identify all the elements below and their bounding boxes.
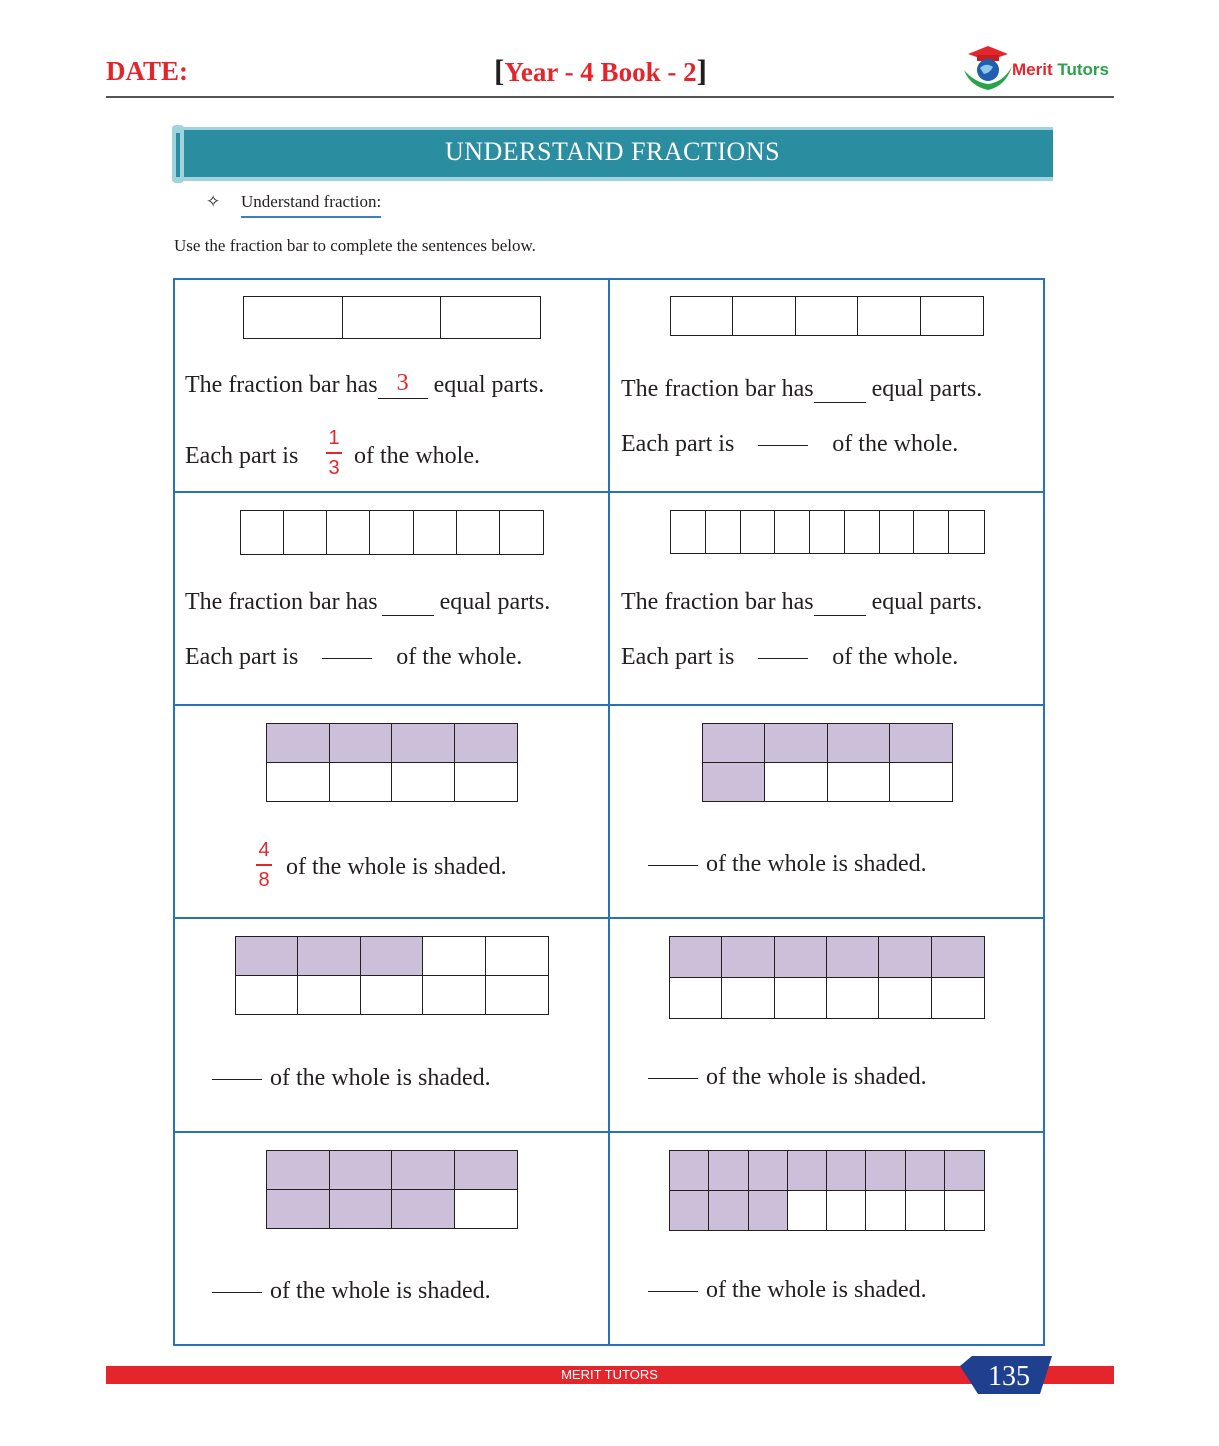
book-title-text: Year - 4 Book - 2 [504, 57, 697, 87]
unshaded-part [775, 511, 810, 553]
sentence-shaded [212, 1065, 491, 1092]
shaded-part [670, 1191, 709, 1231]
unshaded-part [486, 937, 548, 976]
sentence-shaded [648, 1277, 927, 1304]
unshaded-part [241, 511, 284, 554]
instruction: Use the fraction bar to complete the sentences below. [174, 236, 536, 255]
equal-parts-text: equal parts. [439, 589, 551, 615]
shaded-part [455, 1151, 518, 1190]
sentence-equal-parts [185, 372, 544, 399]
merit-tutors-logo [960, 40, 1120, 96]
answer-numerator: 4 [258, 839, 270, 861]
grid-divider-row4 [173, 1131, 1045, 1133]
shaded-part [709, 1191, 748, 1231]
unshaded-part [858, 297, 920, 335]
unshaded-part [932, 978, 984, 1019]
whole-shaded-text: of the whole is shaded. [270, 1278, 491, 1304]
shaded-part [392, 1190, 455, 1229]
shaded-part [670, 1151, 709, 1191]
unshaded-part [722, 978, 774, 1019]
fraction-bar-ninths [670, 510, 985, 554]
shaded-grid [669, 936, 985, 1019]
sentence-shaded [648, 851, 927, 878]
unshaded-part [267, 763, 330, 802]
unshaded-part [788, 1191, 827, 1231]
shaded-part [788, 1151, 827, 1191]
shaded-part [827, 1151, 866, 1191]
unshaded-part [486, 976, 548, 1015]
unshaded-part [423, 937, 485, 976]
section-title: UNDERSTAND FRACTIONS [444, 137, 781, 166]
unshaded-part [370, 511, 413, 554]
shaded-part [267, 724, 330, 763]
grid-divider-vertical [608, 278, 610, 1346]
unshaded-part [441, 297, 540, 338]
equal-parts-text: equal parts. [871, 376, 983, 402]
logo-text [1012, 60, 1109, 80]
shaded-part [298, 937, 360, 976]
of-the-whole-text: of the whole. [832, 431, 959, 457]
shaded-part [775, 937, 827, 978]
page-number: 135 [988, 1361, 1030, 1392]
unshaded-part [921, 297, 983, 335]
shaded-part [827, 937, 879, 978]
shaded-part [828, 724, 890, 763]
bar-has-text: The fraction bar has [185, 372, 378, 398]
bar-has-text: The fraction bar has [621, 589, 814, 615]
whole-shaded-text: of the whole is shaded. [706, 851, 927, 877]
sentence-equal-parts [185, 589, 550, 616]
unshaded-part [500, 511, 543, 554]
shaded-part [703, 724, 765, 763]
sentence-each-part [621, 431, 958, 458]
answer-fraction [326, 428, 342, 478]
shaded-part [890, 724, 952, 763]
unshaded-part [455, 1190, 518, 1229]
each-part-is-text: Each part is [621, 431, 735, 457]
unshaded-part [828, 763, 890, 802]
unshaded-part [741, 511, 776, 553]
unshaded-part [796, 297, 858, 335]
unshaded-part [866, 1191, 905, 1231]
sentence-shaded [648, 1064, 927, 1091]
unshaded-part [827, 1191, 866, 1231]
unshaded-part [765, 763, 827, 802]
answer-parts: 3 [396, 370, 409, 396]
sentence-shaded [212, 1278, 491, 1305]
unshaded-part [906, 1191, 945, 1231]
unshaded-part [671, 297, 733, 335]
shaded-part [330, 1151, 393, 1190]
shaded-part [906, 1151, 945, 1191]
shaded-part [932, 937, 984, 978]
grid-divider-row3 [173, 917, 1045, 919]
shaded-part [749, 1151, 788, 1191]
unshaded-part [949, 511, 984, 553]
whole-shaded-text: of the whole is shaded. [706, 1277, 927, 1303]
shaded-part [455, 724, 518, 763]
bracket-close: ] [696, 53, 707, 88]
unshaded-part [775, 978, 827, 1019]
answer-fraction [256, 840, 272, 890]
shaded-part [765, 724, 827, 763]
each-part-is-text: Each part is [185, 644, 299, 670]
unshaded-part [670, 978, 722, 1019]
shaded-part [236, 937, 298, 976]
shaded-part [670, 937, 722, 978]
shaded-part [330, 1190, 393, 1229]
whole-shaded-text: of the whole is shaded. [270, 1065, 491, 1091]
shaded-grid [266, 723, 518, 802]
shaded-part [866, 1151, 905, 1191]
shaded-part [879, 937, 931, 978]
unshaded-part [414, 511, 457, 554]
unshaded-part [457, 511, 500, 554]
fraction-bar-fifths [670, 296, 984, 336]
unshaded-part [423, 976, 485, 1015]
unshaded-part [284, 511, 327, 554]
book-title [494, 53, 707, 89]
unshaded-part [455, 763, 518, 802]
unshaded-part [890, 763, 952, 802]
fraction-bar-thirds [243, 296, 541, 339]
unshaded-part [827, 978, 879, 1019]
date-label: DATE: [106, 56, 189, 86]
unshaded-part [361, 976, 423, 1015]
shaded-part [361, 937, 423, 976]
fraction-bar-sevenths [240, 510, 544, 555]
sentence-each-part [185, 644, 522, 671]
sentence-each-part [621, 644, 958, 671]
shaded-grid [669, 1150, 985, 1231]
subheading: Understand fraction: [241, 192, 381, 218]
unshaded-part [236, 976, 298, 1015]
shaded-grid [702, 723, 953, 802]
equal-parts-text: equal parts. [871, 589, 983, 615]
sentence-equal-parts [621, 376, 982, 403]
of-the-whole-text: of the whole. [354, 443, 480, 469]
equal-parts-text: equal parts. [433, 372, 545, 398]
unshaded-part [879, 978, 931, 1019]
graduation-globe-icon [960, 40, 1016, 96]
whole-shaded-text: of the whole is shaded. [706, 1064, 927, 1090]
shaded-part [722, 937, 774, 978]
unshaded-part [810, 511, 845, 553]
unshaded-part [330, 763, 393, 802]
shaded-part [749, 1191, 788, 1231]
footer-text: MERIT TUTORS [561, 1367, 658, 1382]
unshaded-part [914, 511, 949, 553]
unshaded-part [327, 511, 370, 554]
logo-word-merit: Merit [1012, 60, 1053, 79]
unshaded-part [706, 511, 741, 553]
shaded-grid [266, 1150, 518, 1229]
shaded-part [392, 724, 455, 763]
bar-has-text: The fraction bar has [621, 376, 814, 402]
unshaded-part [244, 297, 343, 338]
answer-numerator: 1 [328, 427, 340, 449]
header-rule [106, 96, 1114, 98]
unshaded-part [733, 297, 795, 335]
bar-has-text: The fraction bar has [185, 589, 378, 615]
whole-shaded-text: of the whole is shaded. [286, 854, 507, 880]
unshaded-part [845, 511, 880, 553]
bracket-open: [ [494, 53, 505, 88]
shaded-grid [235, 936, 549, 1015]
of-the-whole-text: of the whole. [396, 644, 523, 670]
shaded-part [267, 1190, 330, 1229]
logo-word-tutors: Tutors [1057, 60, 1109, 79]
unshaded-part [671, 511, 706, 553]
sparkle-icon: ✧ [206, 192, 221, 211]
shaded-part [703, 763, 765, 802]
shaded-part [392, 1151, 455, 1190]
shaded-part [945, 1151, 984, 1191]
answer-denominator: 3 [328, 457, 340, 479]
shaded-part [267, 1151, 330, 1190]
sentence-equal-parts [621, 589, 982, 616]
answer-denominator: 8 [258, 869, 270, 891]
unshaded-part [343, 297, 442, 338]
grid-divider-row1 [173, 491, 1045, 493]
grid-divider-row2 [173, 704, 1045, 706]
of-the-whole-text: of the whole. [832, 644, 959, 670]
unshaded-part [945, 1191, 984, 1231]
shaded-part [330, 724, 393, 763]
each-part-is-text: Each part is [185, 443, 299, 469]
unshaded-part [880, 511, 915, 553]
unshaded-part [298, 976, 360, 1015]
section-banner [172, 125, 1053, 183]
unshaded-part [392, 763, 455, 802]
shaded-part [709, 1151, 748, 1191]
each-part-is-text: Each part is [621, 644, 735, 670]
